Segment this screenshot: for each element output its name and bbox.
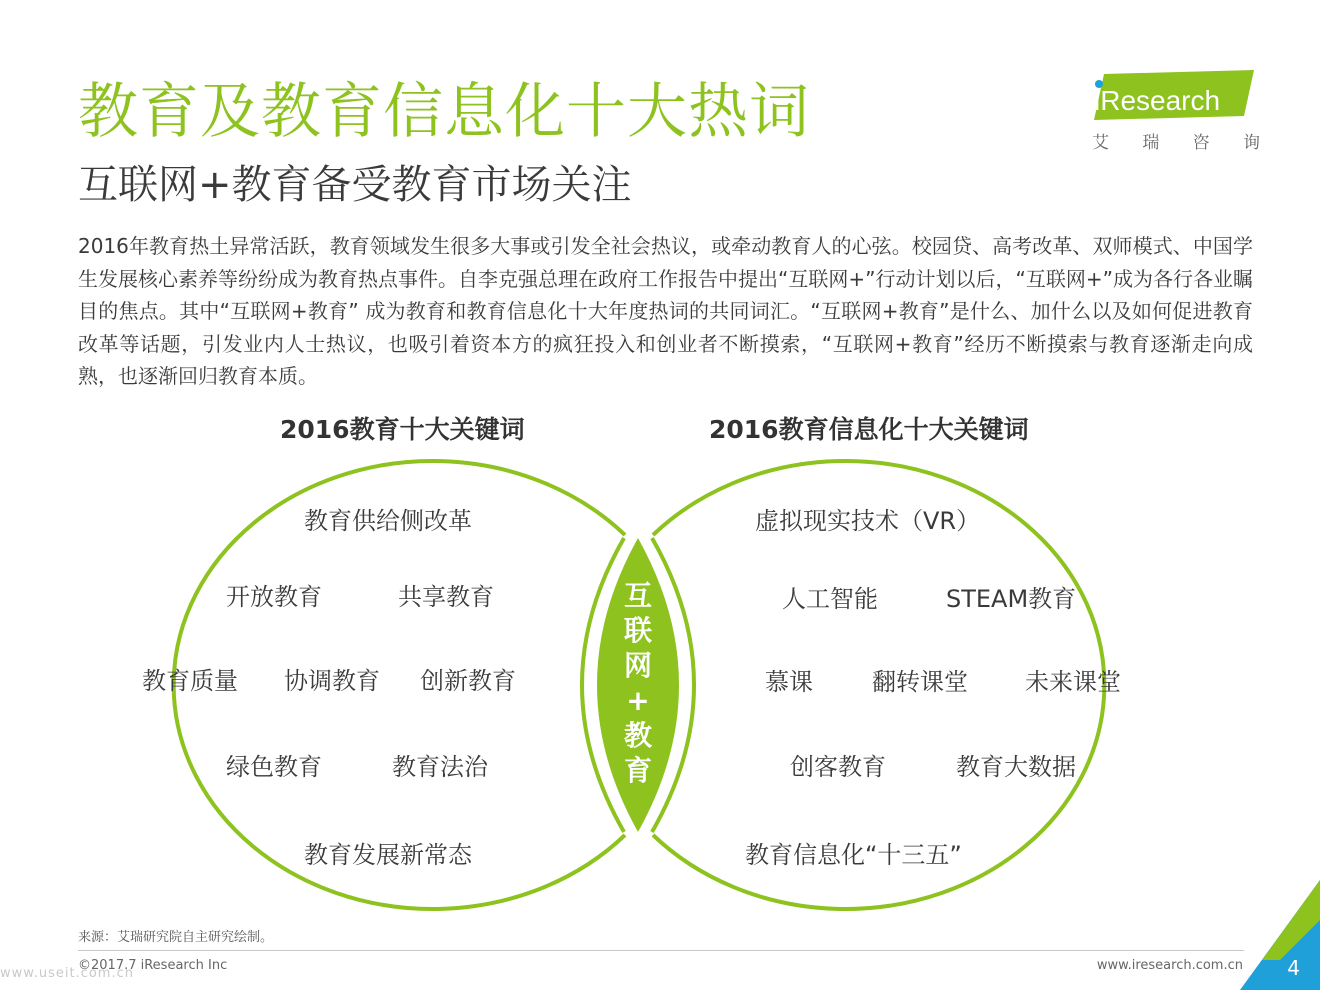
- logo-char: 艾: [1092, 133, 1109, 153]
- intro-paragraph: 2016年教育热土异常活跃，教育领域发生很多大事或引发全社会热议，或牵动教育人的心弦。校园贷、高考改革、双师模式、中国学生发展核心素养等纷纷成为教育热点事件。自李克强总理在政府工作报告中提出“互联网+”行动计划以后，“互联网+”成为各行各业瞩目的焦点。其中“互联网+教育” 成为教育和教育信息化十大年度热词的共同词汇。“互联网+教育”是什么、加什么以及如何促进教育改革等话题，引发业内人士热议，也吸引着资本方的疯狂投入和创业者不断摸索，“互联网+教育”经历不断摸索与教育逐渐走向成熟，也逐渐回归教育本质。: [78, 234, 1253, 388]
- logo-char: 瑞: [1142, 133, 1160, 153]
- intersection-char: 互: [623, 579, 652, 612]
- intersection-char: 育: [623, 754, 652, 787]
- corner-decoration: [1240, 880, 1320, 990]
- logo-char: 咨: [1192, 133, 1210, 153]
- right-keyword: 人工智能: [782, 585, 878, 613]
- intersection-char: 联: [623, 614, 652, 647]
- right-circle-heading: 2016教育信息化十大关键词: [709, 415, 1029, 444]
- left-keyword: 教育供给侧改革: [304, 507, 472, 535]
- left-keyword: 协调教育: [284, 667, 380, 695]
- left-keyword: 开放教育: [226, 583, 322, 611]
- right-keyword: 教育信息化“十三五”: [745, 841, 962, 869]
- right-keyword: 教育大数据: [956, 753, 1076, 781]
- page-title: 教育及教育信息化十大热词: [78, 77, 810, 147]
- left-keyword: 创新教育: [420, 667, 516, 695]
- page-subtitle: 互联网+教育备受教育市场关注: [78, 162, 632, 208]
- left-keyword: 教育质量: [142, 667, 238, 695]
- right-keyword: 创客教育: [790, 753, 886, 781]
- copyright: ©2017.7 iResearch Inc: [78, 958, 228, 973]
- intersection-label: [612, 578, 664, 788]
- right-keyword: 翻转课堂: [872, 668, 968, 696]
- logo-brand-text: iResearch: [1094, 85, 1221, 116]
- right-keyword: 慕课: [765, 668, 813, 696]
- right-keyword: 未来课堂: [1025, 668, 1121, 696]
- page-number: 4: [1287, 956, 1300, 980]
- website-link[interactable]: www.iresearch.com.cn: [1096, 958, 1243, 973]
- intersection-char: 网: [623, 649, 652, 682]
- source-note: 来源：艾瑞研究院自主研究绘制。: [78, 930, 274, 945]
- footer-divider: [78, 950, 1244, 951]
- left-circle-heading: 2016教育十大关键词: [280, 415, 525, 444]
- left-keyword: 教育发展新常态: [304, 841, 472, 869]
- left-keyword: 绿色教育: [226, 753, 322, 781]
- right-keyword: 虚拟现实技术（VR）: [755, 507, 981, 535]
- left-keyword: 共享教育: [398, 583, 494, 611]
- intersection-char: 教: [623, 719, 652, 752]
- left-keyword: 教育法治: [392, 753, 488, 781]
- right-keyword: STEAM教育: [946, 585, 1077, 613]
- logo-char: 询: [1242, 133, 1260, 153]
- intersection-char: +: [626, 684, 650, 717]
- watermark: www.useit.com.cn: [0, 966, 134, 981]
